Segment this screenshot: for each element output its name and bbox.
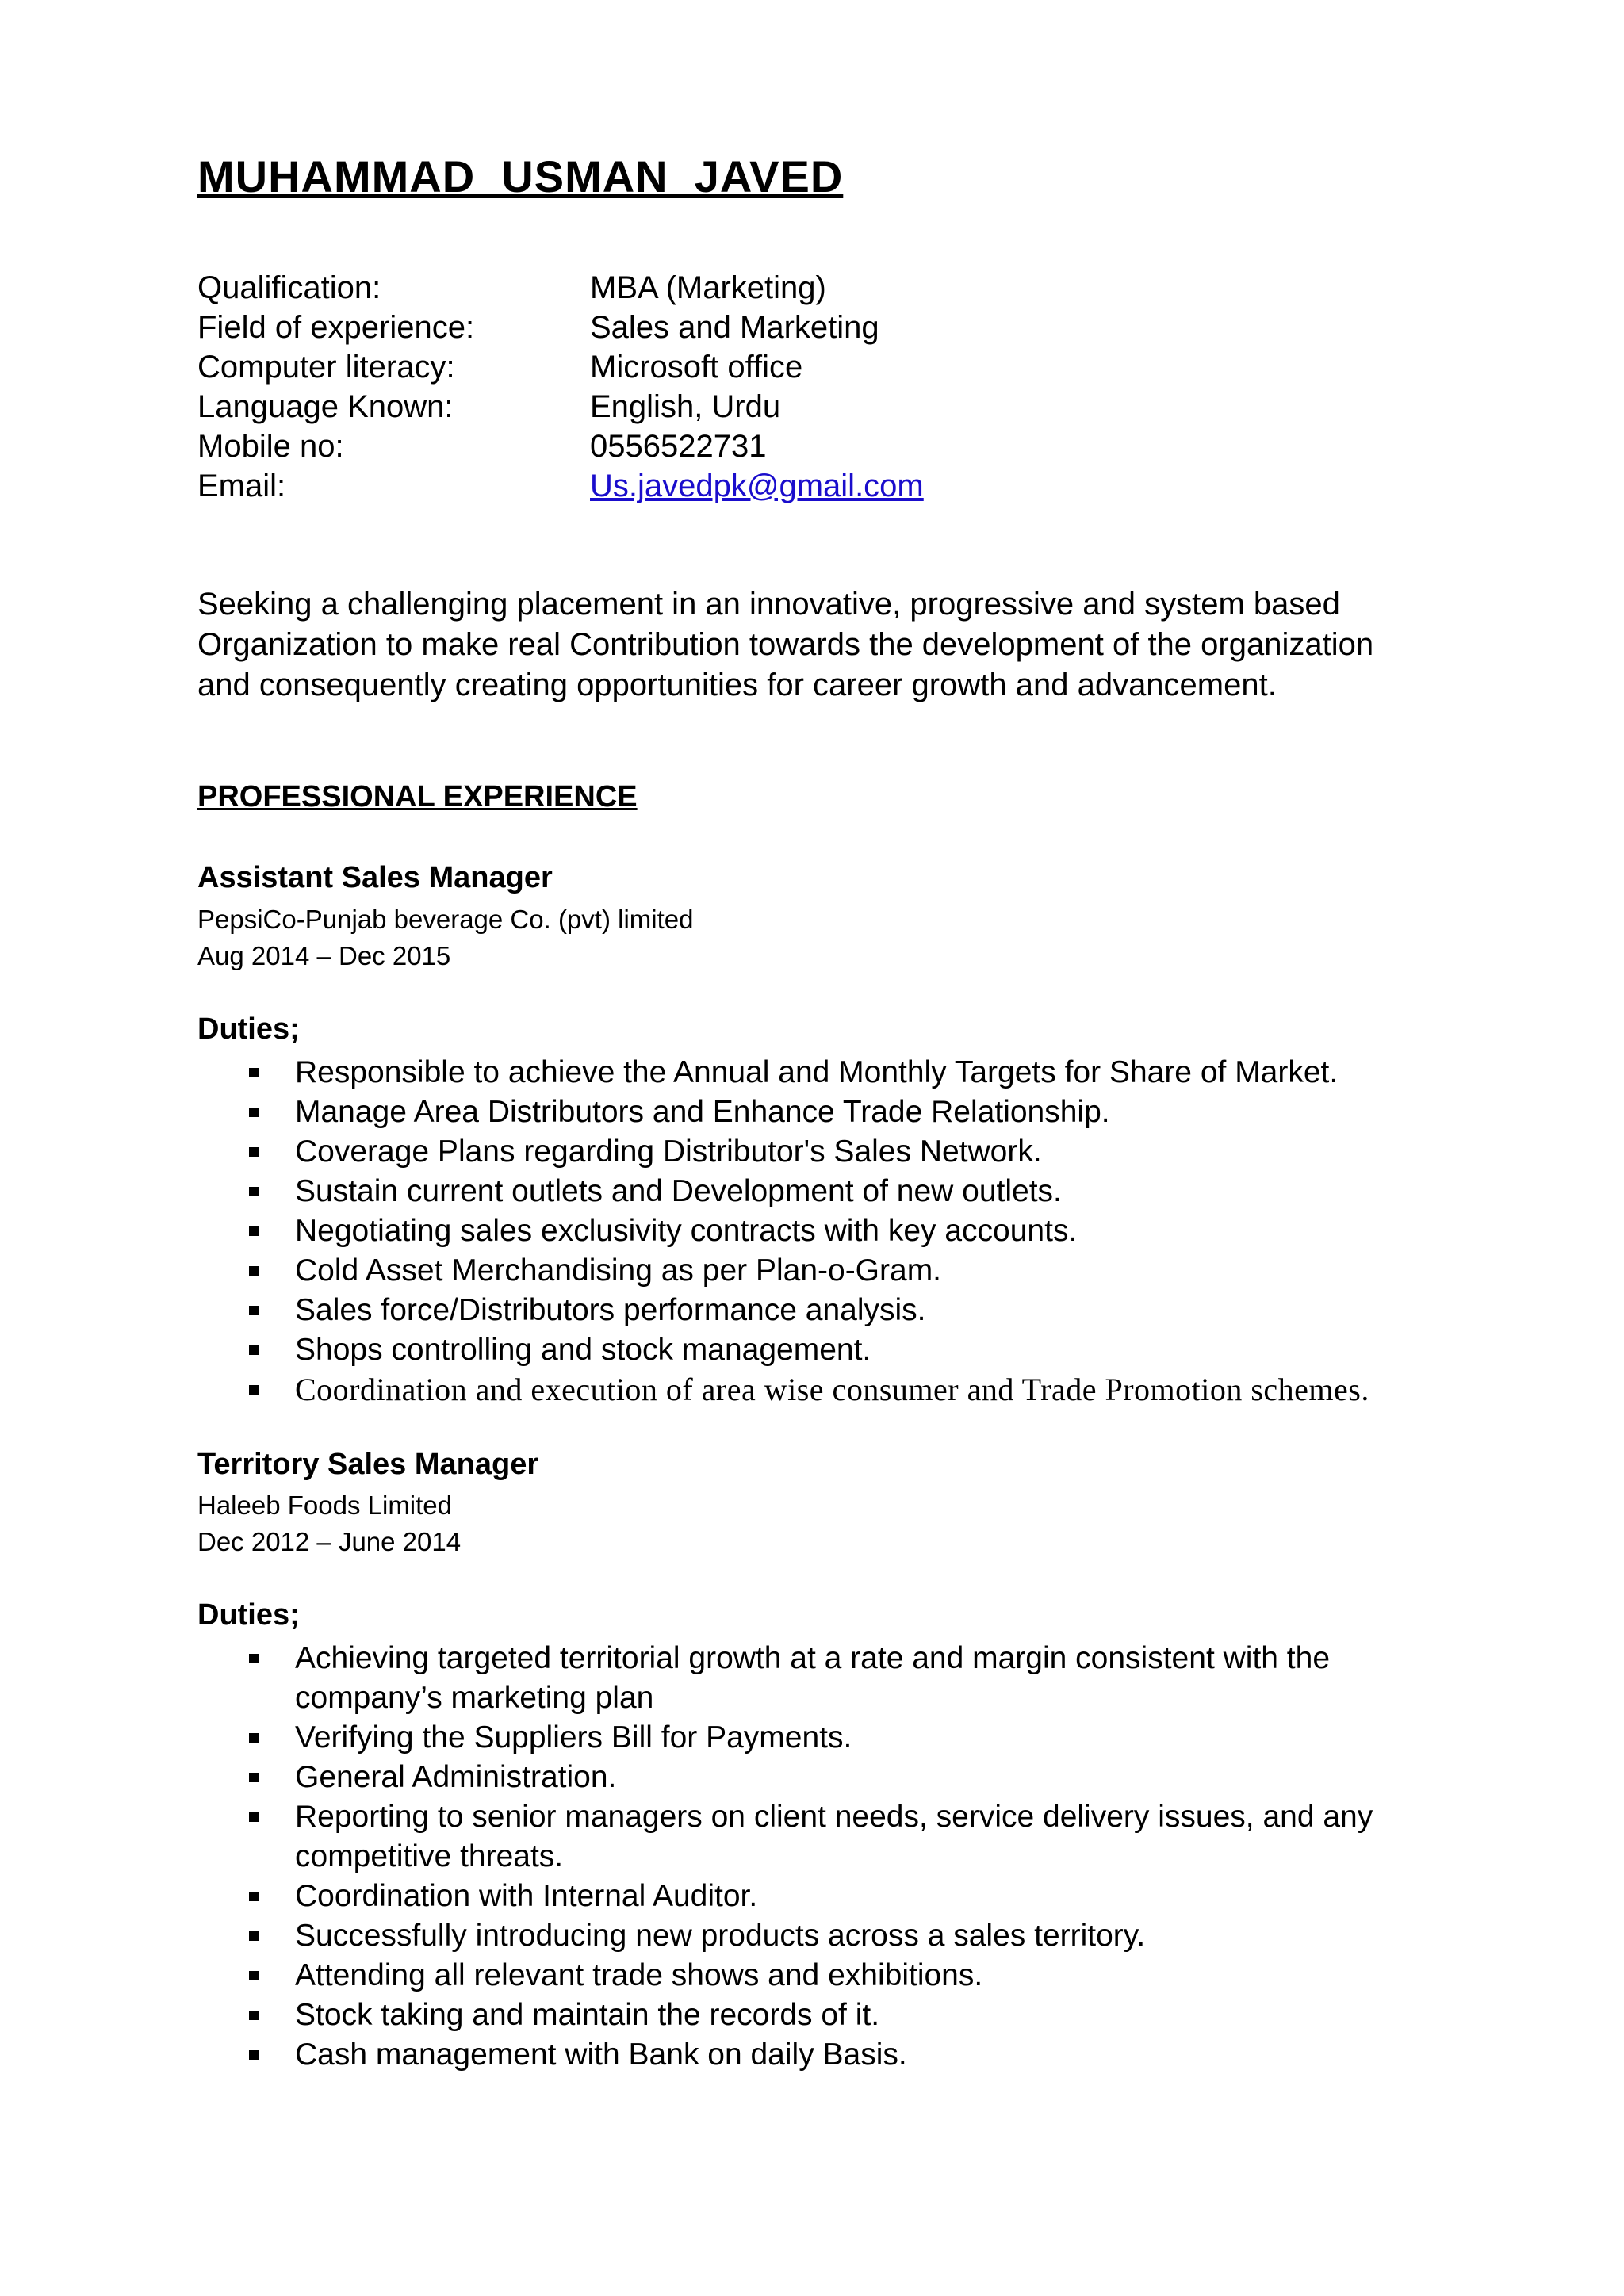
list-item: Coordination and execution of area wise consumer and Trade Promotion schemes. [0,1370,1373,1410]
info-row-computer [197,347,924,387]
square-bullet-icon [249,2011,259,2020]
list-item: Negotiating sales exclusivity contracts with key accounts. [0,1211,1373,1251]
info-row-mobile [197,427,924,466]
square-bullet-icon [249,1931,259,1941]
list-item: General Administration. [0,1758,1373,1797]
personal-info [197,268,924,506]
duties-label: Duties; [197,1598,300,1632]
square-bullet-icon [249,1892,259,1901]
candidate-name: MUHAMMAD USMAN JAVED [197,151,844,201]
list-item: Stock taking and maintain the records of it. [0,1996,1373,2035]
square-bullet-icon [249,1108,259,1117]
info-row-qualification [197,268,924,308]
info-label: Qualification: [197,270,381,305]
info-value: 0556522731 [590,429,767,464]
square-bullet-icon [249,1266,259,1276]
square-bullet-icon [249,1147,259,1157]
square-bullet-icon [249,1385,259,1395]
job-period: Dec 2012 – June 2014 [197,1527,462,1556]
list-item: Reporting to senior managers on client needs, service delivery issues, and any competitive threats. [0,1797,1373,1877]
job-company: Haleeb Foods Limited [197,1490,453,1520]
info-label: Field of experience: [197,310,475,345]
job-title: Assistant Sales Manager [197,861,553,894]
square-bullet-icon [249,1812,259,1822]
list-item: Successfully introducing new products across a sales territory. [0,1916,1373,1956]
info-row-language [197,387,924,427]
list-item: Attending all relevant trade shows and exhibitions. [0,1956,1373,1996]
duties-list [0,1639,1373,2075]
square-bullet-icon [249,1733,259,1743]
square-bullet-icon [249,1773,259,1782]
section-heading-experience: PROFESSIONAL EXPERIENCE [197,780,638,813]
square-bullet-icon [249,1226,259,1236]
list-item: Achieving targeted territorial growth at a rate and margin consistent with the company’s marketing plan [0,1639,1373,1718]
list-item: Responsible to achieve the Annual and Monthly Targets for Share of Market. [0,1053,1373,1093]
job-period: Aug 2014 – Dec 2015 [197,941,451,970]
duties-list [0,1053,1373,1410]
square-bullet-icon [249,1971,259,1980]
list-item: Cash management with Bank on daily Basis. [0,2035,1373,2075]
info-label: Mobile no: [197,429,344,464]
info-label: Email: [197,469,286,503]
list-item: Verifying the Suppliers Bill for Payments. [0,1718,1373,1758]
square-bullet-icon [249,1306,259,1315]
square-bullet-icon [249,1068,259,1077]
square-bullet-icon [249,1345,259,1355]
info-row-email [197,466,924,506]
info-row-field [197,308,924,347]
list-item: Cold Asset Merchandising as per Plan-o-Gram. [0,1251,1373,1291]
info-value: Sales and Marketing [590,310,879,345]
info-label: Language Known: [197,389,454,424]
duties-label: Duties; [197,1012,300,1046]
list-item: Sales force/Distributors performance analysis. [0,1291,1373,1330]
job-title: Territory Sales Manager [197,1448,539,1481]
career-objective: Seeking a challenging placement in an innovative, progressive and system based Organization to make real Contribution towards the development of the organization and consequently creating opportunities for career growth and advancement. [197,587,1374,702]
info-value: Microsoft office [590,350,803,385]
info-value: MBA (Marketing) [590,270,826,305]
job-company: PepsiCo-Punjab beverage Co. (pvt) limited [197,905,694,934]
list-item: Coverage Plans regarding Distributor's Sales Network. [0,1132,1373,1172]
square-bullet-icon [249,1187,259,1196]
list-item: Coordination with Internal Auditor. [0,1877,1373,1916]
list-item: Shops controlling and stock management. [0,1330,1373,1370]
square-bullet-icon [249,1654,259,1663]
info-label: Computer literacy: [197,350,455,385]
list-item: Sustain current outlets and Development of new outlets. [0,1172,1373,1211]
square-bullet-icon [249,2050,259,2060]
info-value: English, Urdu [590,389,781,424]
list-item: Manage Area Distributors and Enhance Trade Relationship. [0,1093,1373,1132]
email-link[interactable]: Us.javedpk@gmail.com [590,469,924,503]
